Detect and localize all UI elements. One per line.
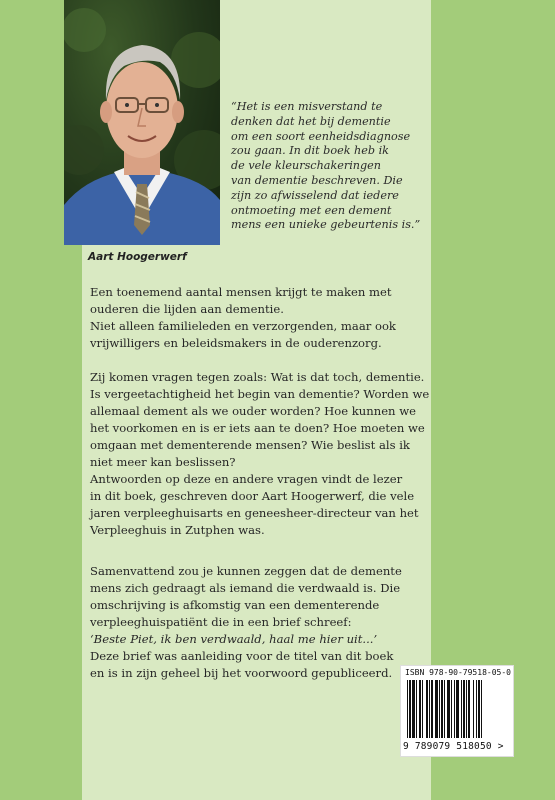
quote-line: “Het is een misverstand te bbox=[231, 100, 383, 113]
blurb-line: mens zich gedraagt als iemand die verdwaald is. Die bbox=[90, 581, 401, 595]
blurb-text bbox=[90, 284, 430, 682]
ean-digits: 9 789079 518050 > bbox=[403, 741, 504, 752]
quote-line: ontmoeting met een dement bbox=[231, 203, 392, 217]
blurb-line: jaren verpleeghuisarts en geneesheer-directeur van het bbox=[90, 506, 419, 520]
blurb-line: Verpleeghuis in Zutphen was. bbox=[90, 523, 265, 537]
author-photo bbox=[64, 0, 220, 245]
blurb-line: in dit boek, geschreven door Aart Hoogerwerf, die vele bbox=[90, 489, 415, 503]
quote-line: mens een unieke gebeurtenis is.” bbox=[231, 218, 421, 232]
blurb-line: Samenvattend zou je kunnen zeggen dat de demente bbox=[90, 564, 402, 578]
quote-line: zou gaan. In dit boek heb ik bbox=[231, 144, 389, 158]
blurb-line: ouderen die lijden aan dementie. bbox=[90, 302, 284, 316]
author-caption: Aart Hoogerwerf bbox=[88, 251, 187, 263]
blurb-line: en is in zijn geheel bij het voorwoord gepubliceerd. bbox=[90, 666, 393, 680]
blurb-line: omgaan met dementerende mensen? Wie beslist als ik bbox=[90, 438, 410, 452]
blurb-line: verpleeghuispatiënt die in een brief schreef: bbox=[90, 615, 352, 629]
isbn-label: ISBN 978-90-79518-05-0 bbox=[405, 668, 511, 677]
letter-quote: ‘Beste Piet, ik ben verdwaald, haal me hier uit...’ bbox=[90, 632, 378, 646]
quote-line: om een soort eenheidsdiagnose bbox=[231, 129, 411, 143]
blurb-line: vrijwilligers en beleidsmakers in de ouderenzorg. bbox=[90, 336, 382, 350]
quote-line: van dementie beschreven. Die bbox=[231, 173, 403, 187]
blurb-line: Antwoorden op deze en andere vragen vindt de lezer bbox=[90, 472, 403, 486]
blurb-line: Zij komen vragen tegen zoals: Wat is dat toch, dementie. bbox=[90, 370, 425, 384]
quote-line: denken dat het bij dementie bbox=[231, 114, 391, 128]
blurb-line: Is vergeetachtigheid het begin van dementie? Worden we bbox=[90, 387, 430, 401]
quote-line: zijn zo afwisselend dat iedere bbox=[231, 188, 399, 202]
blurb-line: het voorkomen en is er iets aan te doen? Hoe moeten we bbox=[90, 421, 425, 435]
blurb-line: Niet alleen familieleden en verzorgenden, maar ook bbox=[90, 319, 396, 333]
author-portrait-illustration bbox=[64, 0, 220, 245]
blurb-line: niet meer kan beslissen? bbox=[90, 455, 236, 469]
blurb-line: Een toenemend aantal mensen krijgt te maken met bbox=[90, 285, 392, 299]
isbn-barcode bbox=[400, 665, 514, 757]
blurb-line: allemaal dement als we ouder worden? Hoe kunnen we bbox=[90, 404, 416, 418]
barcode-bars bbox=[405, 680, 509, 740]
blurb-line: Deze brief was aanleiding voor de titel van dit boek bbox=[90, 649, 394, 663]
quote-line: de vele kleurschakeringen bbox=[231, 159, 381, 173]
author-quote bbox=[231, 100, 431, 233]
blurb-line: omschrijving is afkomstig van een dementerende bbox=[90, 598, 380, 612]
